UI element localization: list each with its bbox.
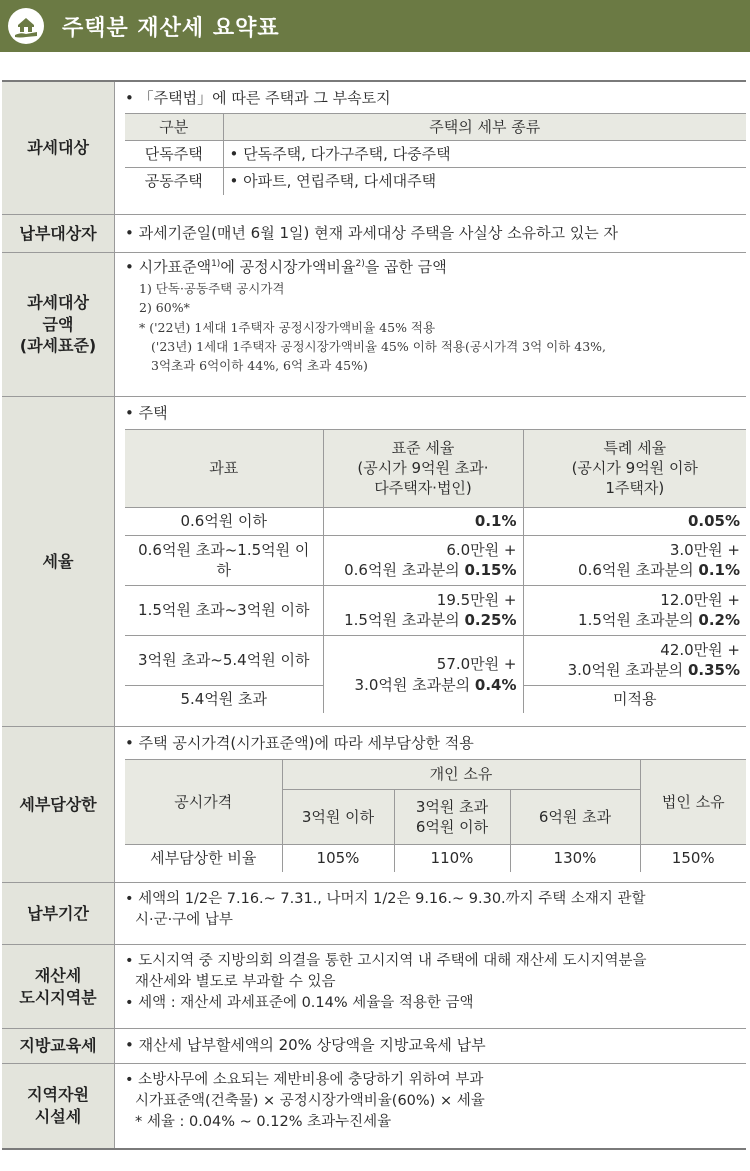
label-payer: 납부대상자	[2, 215, 115, 252]
rate-value: 0.2%	[698, 611, 740, 630]
resource-line-2: 시가표준액(건축물) × 공정시장가액비율(60%) × 세율	[135, 1093, 485, 1110]
cap-value: 150%	[640, 844, 746, 872]
target-row-value: • 아파트, 연립주택, 다세대주택	[223, 168, 746, 195]
rate-standard-cell	[323, 635, 523, 713]
rate-value: 0.25%	[464, 611, 517, 630]
base-note-4: ('23년) 1세대 1주택자 공정시장가액비율 45% 이하 적용(공시가격 3억 이하 43%,	[151, 338, 607, 354]
target-header-types: 주택의 세부 종류	[223, 113, 746, 140]
rate-special-cell	[523, 585, 746, 635]
rate-standard-cell	[323, 585, 523, 635]
label-resource	[2, 1064, 115, 1148]
rate-value: 0.1%	[698, 561, 740, 580]
rate-intro: • 주택	[125, 403, 746, 425]
cap-intro: • 주택 공시가격(시가표준액)에 따라 세부담상한 적용	[125, 733, 746, 755]
rate-amount: 42.0만원 +	[660, 641, 740, 659]
target-row-label: 공동주택	[125, 168, 223, 195]
rate-header-line: 특례 세율	[603, 438, 667, 457]
cap-header-price: 공시가격	[125, 759, 282, 844]
edu-text: • 재산세 납부할세액의 20% 상당액을 지방교육세 납부	[125, 1035, 486, 1057]
content-urban	[115, 945, 746, 1028]
label-base-line: 금액	[42, 314, 74, 334]
base-main-c: 을 곱한 금액	[364, 258, 447, 276]
rate-special-cell: 미적용	[523, 685, 746, 713]
rate-excess-text: 3.0억원 초과분의	[567, 661, 688, 680]
cap-header-sub: 3억원 이하	[282, 789, 394, 844]
target-intro: • 「주택법」에 따른 주택과 그 부속토지	[125, 88, 746, 110]
urban-line-1: • 도시지역 중 지방의회 의결을 통한 고시지역 내 주택에 대해 재산세 도시지역분을	[125, 951, 738, 972]
label-resource-line: 시설세	[34, 1107, 82, 1126]
rate-amount: 6.0만원 +	[446, 541, 517, 559]
rate-excess-text: 1.5억원 초과분의	[578, 611, 699, 630]
resource-line-1: • 소방사무에 소요되는 제반비용에 충당하기 위하여 부과	[125, 1070, 738, 1091]
target-header-category: 구분	[125, 113, 223, 140]
label-urban-line: 도시지역분	[19, 987, 97, 1007]
cap-header-individual: 개인 소유	[282, 759, 640, 789]
resource-line-3: * 세율 : 0.04% ~ 0.12% 초과누진세율	[135, 1114, 392, 1131]
content-payer	[115, 215, 746, 252]
base-main-a: 시가표준액	[138, 258, 212, 276]
rate-amount: 12.0만원 +	[660, 591, 740, 609]
row-target	[2, 82, 746, 215]
row-edu	[2, 1029, 746, 1064]
row-payer	[2, 215, 746, 253]
label-target: 과세대상	[2, 82, 115, 214]
rate-excess-text: 0.6억원 초과분의	[344, 561, 465, 580]
content-target	[115, 82, 746, 214]
cap-row-label: 세부담상한 비율	[125, 844, 282, 872]
page-title: 주택분 재산세 요약표	[62, 16, 280, 41]
rate-excess-text: 1.5억원 초과분의	[344, 611, 465, 630]
rate-header-line: 표준 세율	[391, 438, 455, 457]
rate-base-cell: 0.6억원 이하	[125, 507, 323, 535]
label-base	[2, 253, 115, 396]
content-rate	[115, 397, 746, 726]
cap-value: 105%	[282, 844, 394, 872]
target-row-value: • 단독주택, 다가구주택, 다중주택	[223, 141, 746, 168]
rate-header-line: (공시가 9억원 이하	[571, 459, 698, 478]
base-note-1: 1) 단독·공동주택 공시가격	[139, 280, 285, 296]
cap-header-sub: 6억원 초과	[510, 789, 640, 844]
title-bar	[0, 0, 750, 52]
content-base	[115, 253, 746, 396]
rate-special-cell: 0.05%	[523, 507, 746, 535]
rate-base-cell: 0.6억원 초과~1.5억원 이하	[125, 535, 323, 585]
base-sup-b: 2)	[355, 259, 365, 269]
content-resource	[115, 1064, 746, 1148]
rate-base-cell: 5.4억원 초과	[125, 685, 323, 713]
base-main: • 시가표준액$^{1)}$에 공정시장가액비율$^{2)}$을 곱한 금액	[125, 258, 447, 276]
rate-special-cell	[523, 635, 746, 685]
label-edu: 지방교육세	[2, 1029, 115, 1063]
rate-value: 0.15%	[464, 561, 517, 580]
label-period: 납부기간	[2, 883, 115, 944]
row-resource	[2, 1064, 746, 1148]
label-urban-line: 재산세	[34, 965, 82, 985]
row-cap	[2, 727, 746, 883]
label-resource-line: 지역자원	[27, 1085, 89, 1105]
cap-header-sub-line: 3억원 초과	[415, 797, 489, 816]
base-main-b: 에 공정시장가액비율	[220, 258, 356, 276]
rate-header-line: 1주택자)	[605, 479, 665, 498]
cap-table	[125, 759, 746, 873]
rate-amount: 57.0만원 +	[436, 655, 517, 674]
rate-base-cell: 1.5억원 초과~3억원 이하	[125, 585, 323, 635]
rate-excess-text: 0.6억원 초과분의	[578, 561, 699, 580]
rate-value: 0.4%	[474, 675, 517, 694]
row-base	[2, 253, 746, 397]
content-edu	[115, 1029, 746, 1063]
urban-line-2: 재산세와 별도로 부과할 수 있음	[135, 974, 336, 991]
rate-value: 0.35%	[687, 661, 740, 680]
payer-text: • 과세기준일(매년 6월 1일) 현재 과세대상 주택을 사실상 소유하고 있는 자	[125, 223, 618, 245]
row-period	[2, 883, 746, 945]
cap-header-sub-line: 6억원 이하	[415, 817, 489, 836]
period-line-1: • 세액의 1/2은 7.16.~ 7.31., 나머지 1/2은 9.16.~ 9.30.까지 주택 소재지 관할	[125, 889, 738, 910]
label-base-line: (과세표준)	[19, 336, 97, 356]
rate-amount: 3.0만원 +	[669, 541, 740, 559]
period-line-2: 시·군·구에 납부	[135, 912, 233, 929]
row-rate	[2, 397, 746, 727]
rate-base-cell: 3억원 초과~5.4억원 이하	[125, 635, 323, 685]
rate-standard-cell: 0.1%	[323, 507, 523, 535]
house-in-hand-icon	[8, 8, 44, 44]
base-note-3: * ('22년) 1세대 1주택자 공정시장가액비율 45% 적용	[139, 319, 436, 335]
urban-line-3: • 세액 : 재산세 과세표준에 0.14% 세율을 적용한 금액	[125, 993, 738, 1014]
base-note-5: 3억초과 6억이하 44%, 6억 초과 45%)	[151, 358, 368, 374]
rate-header-special	[523, 429, 746, 507]
rate-header-line: 다주택자·법인)	[374, 479, 472, 498]
row-urban	[2, 945, 746, 1029]
cap-value: 130%	[510, 844, 640, 872]
label-urban	[2, 945, 115, 1028]
target-table	[125, 113, 746, 195]
rate-special-cell	[523, 535, 746, 585]
cap-value: 110%	[394, 844, 510, 872]
label-rate: 세율	[2, 397, 115, 726]
rate-header-standard	[323, 429, 523, 507]
cap-header-sub	[394, 789, 510, 844]
cap-header-corporate: 법인 소유	[640, 759, 746, 844]
rate-header-line: (공시가 9억원 초과·	[357, 459, 489, 478]
rate-standard-cell	[323, 535, 523, 585]
rate-amount: 19.5만원 +	[436, 591, 517, 609]
content-cap	[115, 727, 746, 882]
base-sup-a: 1)	[211, 259, 221, 269]
target-row-label: 단독주택	[125, 141, 223, 168]
rate-table	[125, 429, 746, 714]
label-cap: 세부담상한	[2, 727, 115, 882]
base-note-2: 2) 60%*	[139, 300, 190, 316]
rate-header-base: 과표	[125, 429, 323, 507]
summary-table	[2, 80, 746, 1150]
content-period	[115, 883, 746, 944]
rate-excess-text: 3.0억원 초과분의	[354, 675, 475, 694]
label-base-line: 과세대상	[27, 293, 89, 313]
